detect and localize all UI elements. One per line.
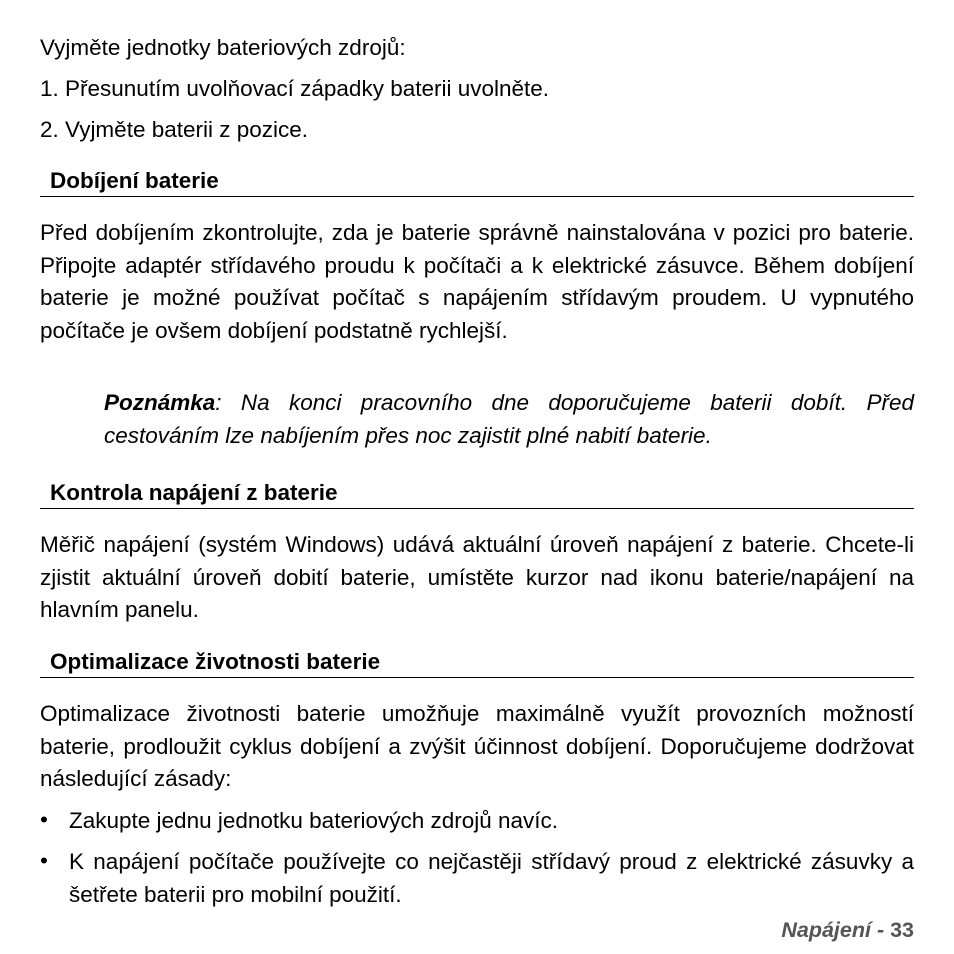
bullet-symbol: • (40, 848, 48, 873)
bullet-symbol: • (40, 807, 48, 832)
heading-charging (40, 166, 914, 197)
heading-charging-text: Dobíjení baterie (50, 168, 219, 193)
page-number: 33 (890, 918, 914, 942)
check-paragraph: Měřič napájení (systém Windows) udává aktuální úroveň napájení z baterie. Chcete-li zjistit aktuální úroveň dobití baterie, umístěte kurzor nad ikonu baterie/napájení na hlavním panelu. (40, 532, 914, 622)
footer-section-title: Napájení - (781, 918, 891, 942)
bullet-text-1: Zakupte jednu jednotku bateriových zdrojů navíc. (69, 808, 559, 833)
step-2: 2. Vyjměte baterii z pozice. (40, 117, 309, 142)
optimize-paragraph: Optimalizace životnosti baterie umožňuje maximálně využít provozních možností baterie, prodloužit cyklus dobíjení a zvýšit účinnost dobíjení. Doporučujeme dodržovat následující zásady: (40, 701, 914, 791)
heading-optimize (40, 647, 914, 678)
heading-check-text: Kontrola napájení z baterie (50, 480, 338, 505)
bullet-text-2: K napájení počítače používejte co nejčastěji střídavý proud z elektrické zásuvky a šetřete baterii pro mobilní použití. (69, 849, 914, 907)
page-footer (781, 915, 914, 945)
heading-check (40, 478, 914, 509)
note-label: Poznámka (104, 390, 216, 415)
note-text: : Na konci pracovního dne doporučujeme baterii dobít. Před cestováním lze nabíjením přes noc zajistit plné nabití baterie. (104, 390, 914, 448)
charging-paragraph: Před dobíjením zkontrolujte, zda je baterie správně nainstalována v pozici pro baterie. Připojte adaptér střídavého proudu k počítači a k elektrické zásuvce. Během dobíjení baterie je možné používat počítač s napájením střídavým proudem. U vypnutého počítače je ovšem dobíjení podstatně rychlejší. (40, 220, 914, 343)
note-block (104, 387, 914, 452)
intro-text: Vyjměte jednotky bateriových zdrojů: (40, 35, 406, 60)
heading-optimize-text: Optimalizace životnosti baterie (50, 649, 381, 674)
step-1: 1. Přesunutím uvolňovací západky baterii uvolněte. (40, 76, 550, 101)
